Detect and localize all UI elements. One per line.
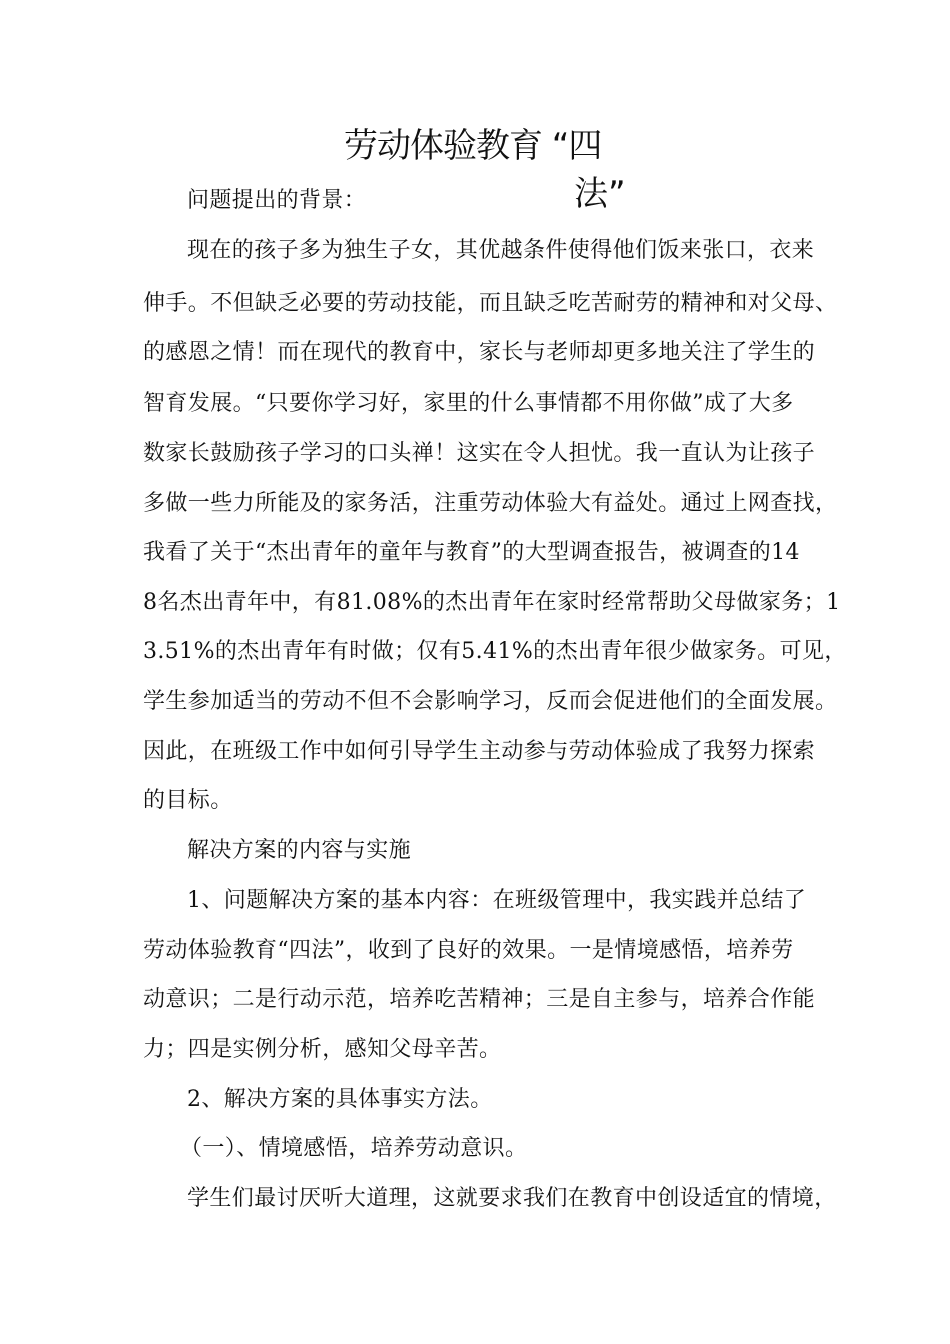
paragraph-line: 的感恩之情！而在现代的教育中，家长与老师却更多地关注了学生的	[143, 340, 816, 365]
paragraph-line: 因此，在班级工作中如何引导学生主动参与劳动体验成了我努力探索	[143, 739, 816, 764]
paragraph-line: 1、问题解决方案的基本内容：在班级管理中，我实践并总结了	[187, 888, 807, 913]
paragraph-line: 3.51%的杰出青年有时做；仅有5.41%的杰出青年很少做家务。可见，	[143, 639, 847, 664]
paragraph-line: 的目标。	[143, 788, 233, 813]
solution-heading: 解决方案的内容与实施	[187, 838, 412, 863]
paragraph-line: 劳动体验教育“四法”，收到了良好的效果。一是情境感悟，培养劳	[143, 938, 794, 963]
paragraph-line: 智育发展。“只要你学习好，家里的什么事情都不用你做”成了大多	[143, 391, 794, 416]
paragraph-line: 数家长鼓励孩子学习的口头禅！这实在令人担忧。我一直认为让孩子	[143, 441, 816, 466]
paragraph-line: 力；四是实例分析，感知父母辛苦。	[143, 1037, 502, 1062]
background-heading: 问题提出的背景：	[187, 188, 367, 213]
paragraph-line: 我看了关于“杰出青年的童年与教育”的大型调查报告，被调查的14	[143, 540, 800, 565]
subheading: （一）、情境感悟，培养劳动意识。	[180, 1136, 528, 1161]
paragraph-line: 2、解决方案的具体事实方法。	[187, 1087, 493, 1112]
paragraph-line: 学生参加适当的劳动不但不会影响学习，反而会促进他们的全面发展。	[143, 689, 838, 714]
paragraph-line: 学生们最讨厌听大道理，这就要求我们在教育中创设适宜的情境，	[187, 1186, 837, 1211]
document-title-continued: 法”	[574, 174, 626, 214]
paragraph-line: 伸手。不但缺乏必要的劳动技能，而且缺乏吃苦耐劳的精神和对父母、	[143, 291, 838, 316]
paragraph-line: 8名杰出青年中，有81.08%的杰出青年在家时经常帮助父母做家务；1	[143, 590, 841, 615]
document-title: 劳动体验教育 “四	[344, 126, 602, 166]
paragraph-line: 现在的孩子多为独生子女，其优越条件使得他们饭来张口，衣来	[187, 238, 815, 263]
paragraph-line: 动意识；二是行动示范，培养吃苦精神；三是自主参与，培养合作能	[143, 987, 816, 1012]
paragraph-line: 多做一些力所能及的家务活，注重劳动体验大有益处。通过上网查找，	[143, 491, 838, 516]
